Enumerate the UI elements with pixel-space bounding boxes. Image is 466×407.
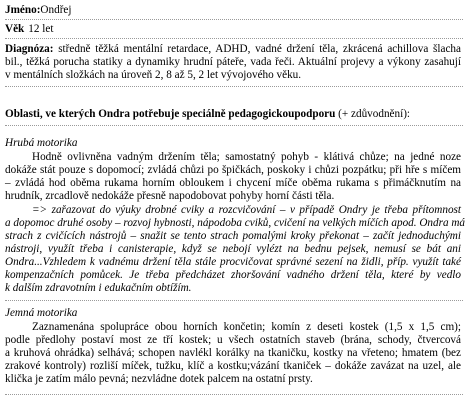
age-line: [5, 23, 53, 36]
divider: [5, 125, 463, 126]
areas-heading: [5, 108, 410, 121]
fine-motor-p1-line: Zaznamenána spolupráce obou horních končetin; komín z deseti kostek (1,5 x 1,5 cm);: [32, 321, 461, 333]
gross-motor-p2-line: kompenzačních pomůcek. Je třeba předcházet zhoršování vadného držení těla, které by vedlo: [5, 269, 461, 281]
name-line: [5, 4, 72, 17]
name-label: Jméno:: [5, 4, 41, 16]
divider: [5, 86, 463, 87]
gross-motor-p1-line: dokáže stát pouze s dopomocí; zvládá chůzi po špičkách, poskoky i chůzi pozpátku; při hře s míčem: [5, 164, 461, 176]
name-value: Ondřej: [40, 4, 72, 16]
gross-motor-p2-line: Ondra...Vzhledem k vadnému držení těla stále procvičovat správné sezení na židli, příp. využít také: [5, 256, 461, 268]
gross-motor-p2-line: strach z cvičících nástrojů – snažit se tento strach pomalými kroky překonat – začít jednoduchými: [5, 230, 461, 242]
gross-motor-p1-line: – zvládá hod oběma rukama horním obloukem i chycení míče oběma rukama s přimáčknutím na: [5, 177, 461, 189]
gross-motor-p2-line: k dalším zdravotním i edukačním obtížím.: [5, 282, 192, 294]
divider: [5, 394, 463, 395]
divider: [5, 19, 463, 20]
areas-heading-suffix: (+ zdůvodnění):: [335, 108, 411, 120]
fine-motor-p1-line: klička je zatím málo pevná; nezvládne dotek palcem na ostatní prsty.: [5, 373, 313, 385]
gross-motor-p1-line: hrudník, zrcadlově nedokáže přesně napodobovat pohyby horní části těla.: [5, 190, 335, 202]
fine-motor-p1-line: zrakové kontroly) rozliší míček, tužku, klíč a kostku;vázání tkaniček – dokáže zavázat na uzel, ale: [5, 360, 461, 372]
areas-heading-text: Oblasti, ve kterých Ondra potřebuje speciálně pedagogickoupodporu: [5, 108, 336, 120]
fine-motor-p1-line: podle předlohy postaví most ze tří kostek; u všech ostatních staveb (brána, schody, čtvercová: [5, 334, 461, 346]
diagnosis-line-2: bil., těžká porucha statiky a dynamiky hrudní páteře, vada řeči. Aktuální projevy a výkony zasahují: [5, 56, 461, 68]
gross-motor-p2-line: => zařazovat do výuky drobné cviky a rozcvičování – v případě Ondry je třeba přítomnost: [32, 204, 461, 216]
fine-motor-title: Jemná motorika: [5, 307, 78, 319]
diagnosis-line-3: v mentálních složkách na úroveň 2, 8 až 5, 2 let vývojového věku.: [5, 69, 302, 81]
gross-motor-p2-line: nástroji, využít třeba i canisterapie, když se nebojí vylézt na bednu pejsek, nemusí se bát ani: [5, 243, 461, 255]
age-value: 12 let: [28, 23, 54, 35]
fine-motor-p1-line: a kruhová ohrádka) selhává; schopen navlékl korálky na tkaničku, kostky na vřeteno; hmatem (bez: [5, 347, 461, 359]
diagnosis-line-1: Diagnóza: středně těžká mentální retardace, ADHD, vadné držení těla, zkrácená achillova šlacha: [5, 43, 461, 55]
gross-motor-title: Hrubá motorika: [5, 137, 78, 149]
age-label: Věk: [5, 23, 25, 35]
diagnosis-label: Diagnóza:: [5, 43, 54, 55]
gross-motor-p1-line: Hodně ovlivněna vadným držením těla; samostatný pohyb - klátivá chůze; na jedné noze: [32, 151, 461, 163]
divider: [5, 300, 463, 301]
gross-motor-p2-line: a dopomoc druhé osoby – rozvoj hybnosti, nápodoba cviků, cvičení na velkých míčích apod. Ondra má: [5, 217, 466, 229]
divider: [5, 38, 463, 39]
